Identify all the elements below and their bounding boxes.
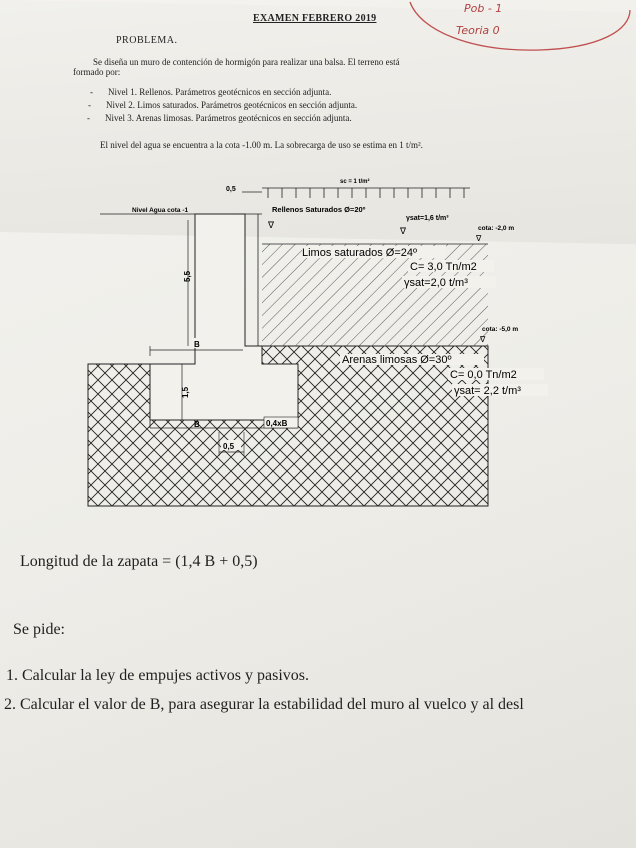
intro-line-1: Se diseña un muro de contención de hormigón para realizar una balsa. El terreno está (93, 57, 400, 67)
footing-height-label: 1,5 (181, 386, 190, 398)
arenas-cohesion-label: C= 0,0 Tn/m2 (450, 369, 517, 381)
handwritten-note-1: Pob - 1 (464, 2, 503, 15)
exam-title: EXAMEN FEBRERO 2019 (253, 13, 377, 24)
cota-2m-label: cota: -2,0 m (478, 225, 515, 232)
intro-line-2: formado por: (73, 67, 121, 77)
level-text: Nivel 2. Limos saturados. Parámetros geotécnicos en sección adjunta. (106, 100, 358, 110)
limos-cohesion-label: C= 3,0 Tn/m2 (410, 261, 477, 273)
water-level-label: Nivel Agua cota -1 (132, 207, 189, 214)
handwritten-note-2: Teoria 0 (456, 24, 500, 37)
level-item (88, 100, 357, 110)
fill-gamma-label: γsat=1,6 t/m³ (406, 215, 449, 222)
stem-height-label: 5,5 (183, 270, 192, 282)
task-item (4, 696, 524, 714)
section-title: PROBLEMA. (116, 35, 178, 46)
surcharge-label: sc = 1 t/m² (340, 179, 370, 185)
level-bullet: - (88, 100, 91, 110)
arenas-label: Arenas limosas Ø=30º (342, 354, 452, 366)
task-number: 2. (4, 696, 16, 713)
limos-gamma-label: γsat=2,0 t/m³ (404, 277, 468, 289)
cota-2m-marker: ∇ (476, 234, 482, 243)
cota-5m-marker: ∇ (480, 335, 486, 344)
task-number: 1. (6, 667, 18, 684)
level-bullet: - (90, 87, 93, 97)
wall-section-diagram (0, 170, 636, 520)
footing-length-formula: Longitud de la zapata = (1,4 B + 0,5) (20, 553, 258, 570)
toe-b-label: B (194, 420, 200, 429)
task-text: Calcular la ley de empujes activos y pasivos. (22, 667, 310, 684)
footing-b-label: B (194, 340, 200, 349)
se-pide-heading: Se pide: (13, 621, 65, 638)
handwritten-circle (380, 0, 636, 60)
toe-width-label: 0,5 (223, 442, 235, 451)
level-bullet: - (87, 113, 90, 123)
arenas-gamma-label: γsat= 2,2 t/m³ (454, 385, 521, 397)
task-text: Calcular el valor de B, para asegurar la estabilidad del muro al vuelco y al desl (20, 696, 524, 713)
level-text: Nivel 1. Rellenos. Parámetros geotécnicos en sección adjunta. (108, 87, 332, 97)
crest-width-label: 0,5 (226, 186, 236, 193)
fill-label: Rellenos Saturados Ø=20º (272, 205, 366, 214)
water-note: El nivel del agua se encuentra a la cota -1.00 m. La sobrecarga de uso se estima en 1 t/m². (100, 140, 423, 150)
cota-5m-label: cota: -5,0 m (482, 326, 519, 333)
water-marker-right: ∇ (400, 226, 407, 236)
level-item (87, 113, 352, 123)
water-marker-left: ∇ (268, 220, 275, 230)
task-item (6, 667, 309, 685)
heel-label: 0,4xB (266, 419, 288, 428)
level-text: Nivel 3. Arenas limosas. Parámetros geotécnicos en sección adjunta. (105, 113, 352, 123)
level-item (90, 87, 331, 97)
limos-label: Limos saturados Ø=24º (302, 247, 417, 259)
